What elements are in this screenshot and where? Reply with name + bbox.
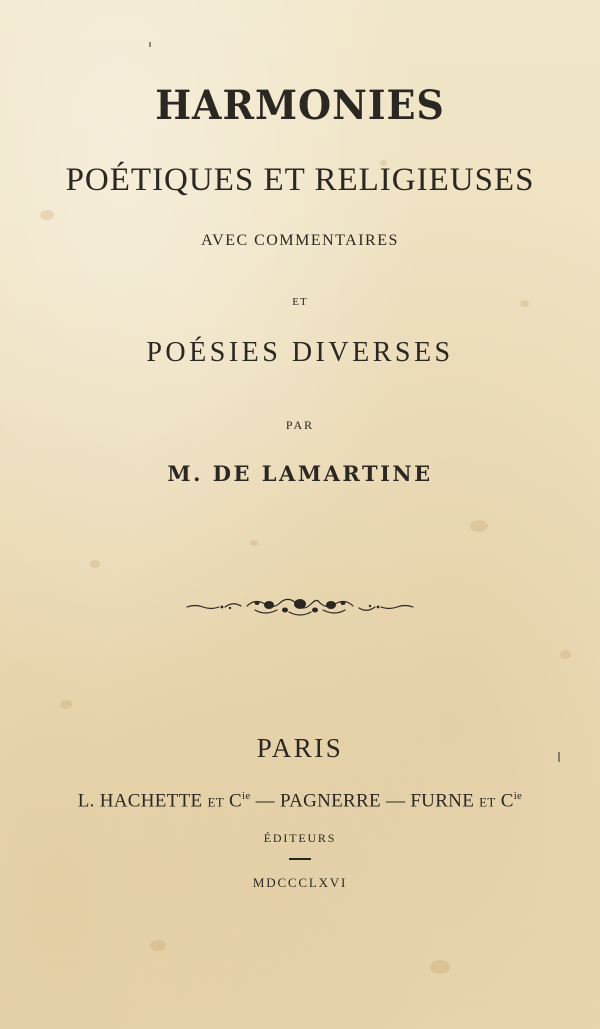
imprint-city: PARIS	[256, 733, 344, 763]
conjunction: ET	[292, 296, 308, 308]
publisher-hachette: L. HACHETTE	[77, 790, 203, 812]
divider-rule	[289, 858, 311, 860]
publisher-separator-1: —	[250, 790, 280, 812]
publisher-furne: FURNE	[410, 790, 475, 812]
publisher-pagnerre: PAGNERRE	[279, 790, 381, 812]
publication-year: MDCCCLXVI	[252, 875, 348, 890]
author-name: M. DE LAMARTINE	[167, 461, 433, 486]
publishers-line	[0, 790, 600, 812]
publisher-and-2: ET	[479, 794, 496, 810]
publisher-company-1-sup: ie	[242, 790, 251, 802]
commentary-note: AVEC COMMENTAIRES	[201, 232, 399, 249]
publisher-company-2: C	[500, 790, 514, 812]
second-title: POÉSIES DIVERSES	[146, 337, 454, 368]
by-label: PAR	[285, 418, 315, 432]
floral-vignette-icon	[185, 592, 415, 622]
publisher-and-1: ET	[207, 794, 224, 810]
publisher-role: ÉDITEURS	[263, 831, 337, 845]
publisher-separator-2: —	[380, 790, 411, 812]
publisher-company-1: C	[229, 790, 242, 812]
publisher-company-2-sup: ie	[513, 790, 523, 802]
book-title: HARMONIES	[155, 82, 445, 129]
book-subtitle: POÉTIQUES ET RELIGIEUSES	[65, 162, 535, 198]
